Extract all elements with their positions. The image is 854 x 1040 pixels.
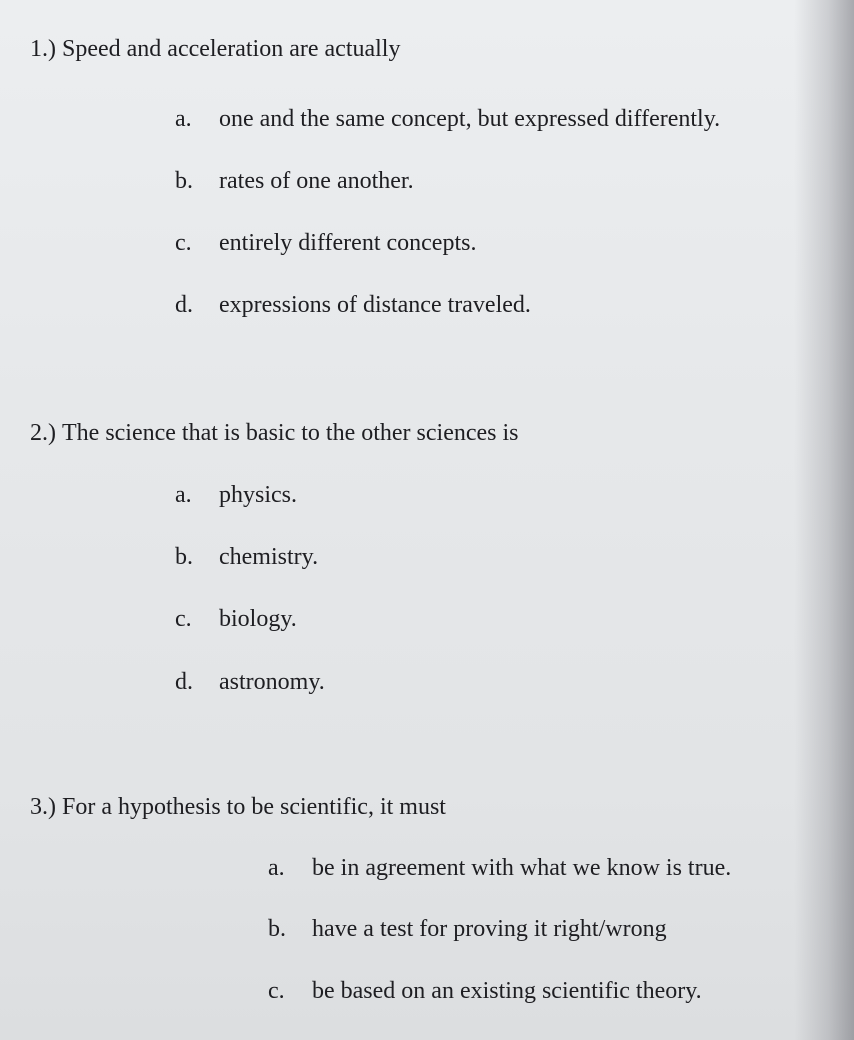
question-2-option-a	[175, 480, 297, 510]
question-2-prompt: The science that is basic to the other sciences is	[62, 420, 519, 446]
option-text: entirely different concepts.	[219, 230, 477, 256]
option-letter: b.	[268, 916, 286, 942]
question-2-option-c	[175, 604, 297, 634]
question-3-option-b	[268, 914, 667, 944]
question-1-option-c	[175, 228, 476, 258]
question-1	[30, 34, 400, 64]
option-text: one and the same concept, but expressed differently.	[219, 106, 721, 132]
option-letter: d.	[175, 292, 193, 318]
question-2	[30, 418, 519, 448]
question-1-prompt: Speed and acceleration are actually	[62, 36, 401, 62]
option-text: be in agreement with what we know is true.	[312, 855, 732, 881]
option-letter: c.	[268, 978, 285, 1004]
question-3	[30, 792, 446, 822]
option-text: biology.	[219, 606, 297, 632]
option-letter: a.	[268, 855, 285, 881]
question-1-number: 1.)	[30, 36, 56, 62]
option-letter: b.	[175, 168, 193, 194]
question-3-number: 3.)	[30, 794, 56, 820]
question-2-option-b	[175, 542, 318, 572]
option-text: rates of one another.	[219, 168, 414, 194]
option-letter: a.	[175, 106, 192, 132]
question-3-prompt: For a hypothesis to be scientific, it must	[62, 794, 446, 820]
question-2-number: 2.)	[30, 420, 56, 446]
option-text: be based on an existing scientific theory.	[312, 978, 702, 1004]
option-text: chemistry.	[219, 544, 319, 570]
option-letter: b.	[175, 544, 193, 570]
option-text: expressions of distance traveled.	[219, 292, 531, 318]
question-3-option-a	[268, 853, 731, 883]
option-letter: c.	[175, 230, 192, 256]
option-text: physics.	[219, 482, 297, 508]
option-letter: c.	[175, 606, 192, 632]
question-2-option-d	[175, 667, 325, 697]
option-letter: a.	[175, 482, 192, 508]
question-1-option-b	[175, 166, 414, 196]
question-1-option-a	[175, 104, 720, 134]
question-3-option-c	[268, 976, 702, 1006]
question-1-option-d	[175, 290, 531, 320]
option-text: astronomy.	[219, 669, 325, 695]
option-letter: d.	[175, 669, 193, 695]
option-text: have a test for proving it right/wrong	[312, 916, 667, 942]
